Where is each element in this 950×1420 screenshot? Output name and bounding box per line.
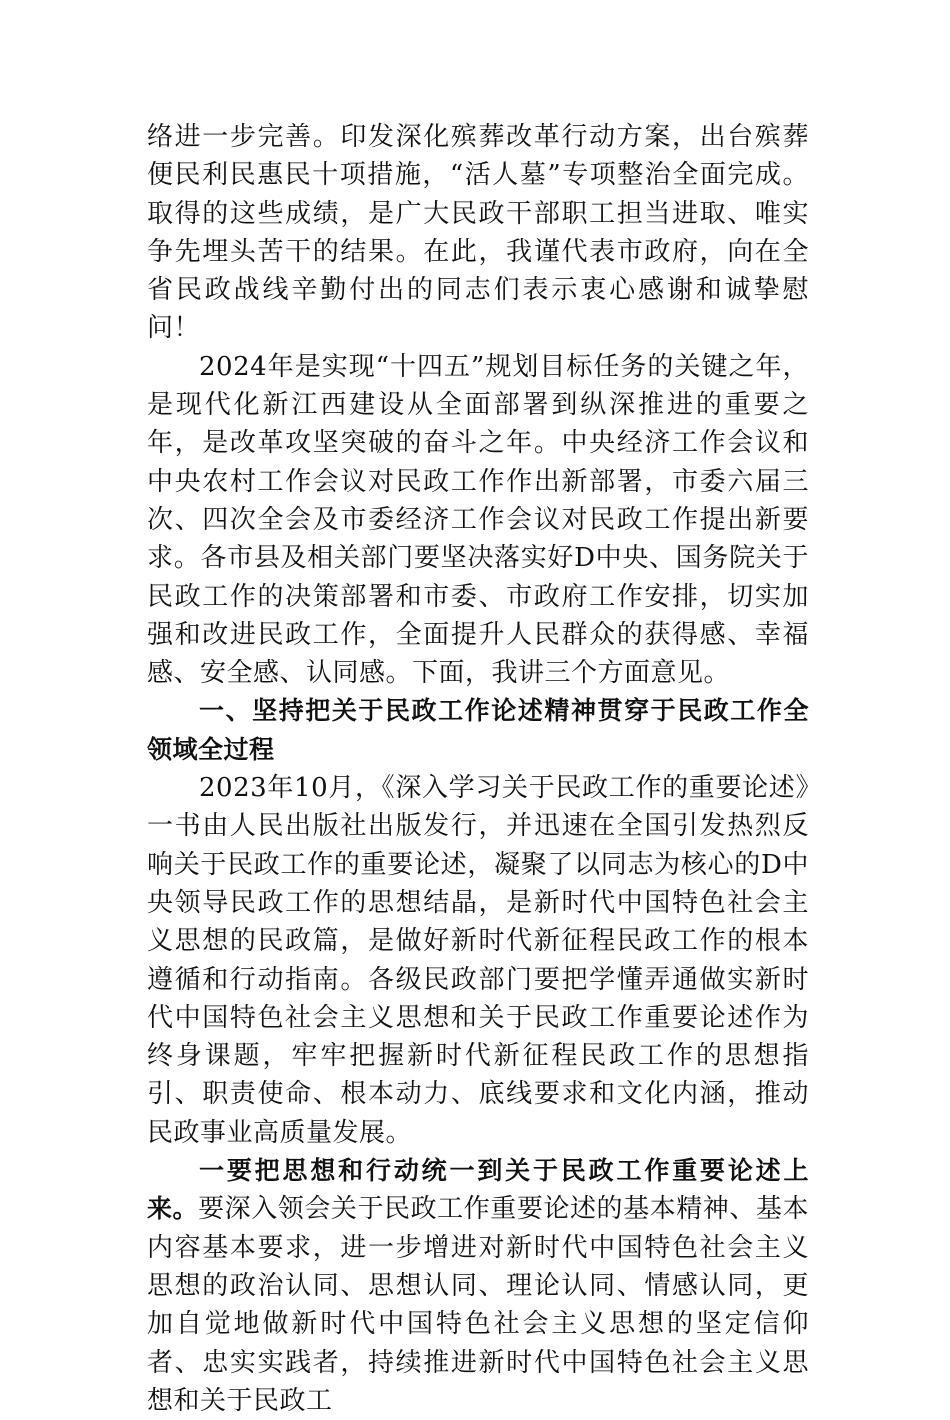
paragraph-book-publication: 2023年10月，《深入学习关于民政工作的重要论述》一书由人民出版社出版发行，并迅速在全国引发热烈反响关于民政工作的重要论述，凝聚了以同志为核心的D中央领导民政工作的思想结晶，是新时代中国特色社会主义思想的民政篇，是做好新时代新征程民政工作的根本遵循和行动指南。各级民政部门要把学懂弄通做实新时代中国特色社会主义思想和关于民政工作重要论述作为终身课题，牢牢把握新时代新征程民政工作的思想指引、职责使命、根本动力、底线要求和文化内涵，推动民政事业高质量发展。: [147, 773, 809, 1148]
document-page: [147, 118, 809, 1420]
section-heading-1: 一、坚持把关于民政工作论述精神贯穿于民政工作全领域全过程: [147, 696, 809, 764]
paragraph-closing-thanks: 络进一步完善。印发深化殡葬改革行动方案，出台殡葬便民利民惠民十项措施，“活人墓”专项整治全面完成。取得的这些成绩，是广大民政干部职工担当进取、唯实争先埋头苦干的结果。在此，我谨代表市政府，向在全省民政战线辛勤付出的同志们表示衷心感谢和诚挚慰问！: [147, 122, 809, 344]
paragraph-2024-overview: 2024年是实现“十四五”规划目标任务的关键之年，是现代化新江西建设从全面部署到纵深推进的重要之年，是改革攻坚突破的奋斗之年。中央经济工作会议和中央农村工作会议对民政工作作出新部署，市委六届三次、四次全会及市委经济工作会议对民政工作提出新要求。各市县及相关部门要坚决落实好D中央、国务院关于民政工作的决策部署和市委、市政府工作安排，切实加强和改进民政工作，全面提升人民群众的获得感、幸福感、安全感、认同感。下面，我讲三个方面意见。: [147, 351, 809, 689]
paragraph-body-text: 要深入领会关于民政工作重要论述的基本精神、基本内容基本要求，进一步增进对新时代中国特色社会主义思想的政治认同、思想认同、理论认同、情感认同，更加自觉地做新时代中国特色社会主义思想的坚定信仰者、忠实实践者，持续推进新时代中国特色社会主义思想和关于民政工: [147, 1194, 809, 1416]
paragraph-unify-thought: [147, 1152, 809, 1420]
paragraph-lead-sentence: 一要把思想和行动统一到关于民政工作重要论述上来。: [147, 1156, 809, 1224]
